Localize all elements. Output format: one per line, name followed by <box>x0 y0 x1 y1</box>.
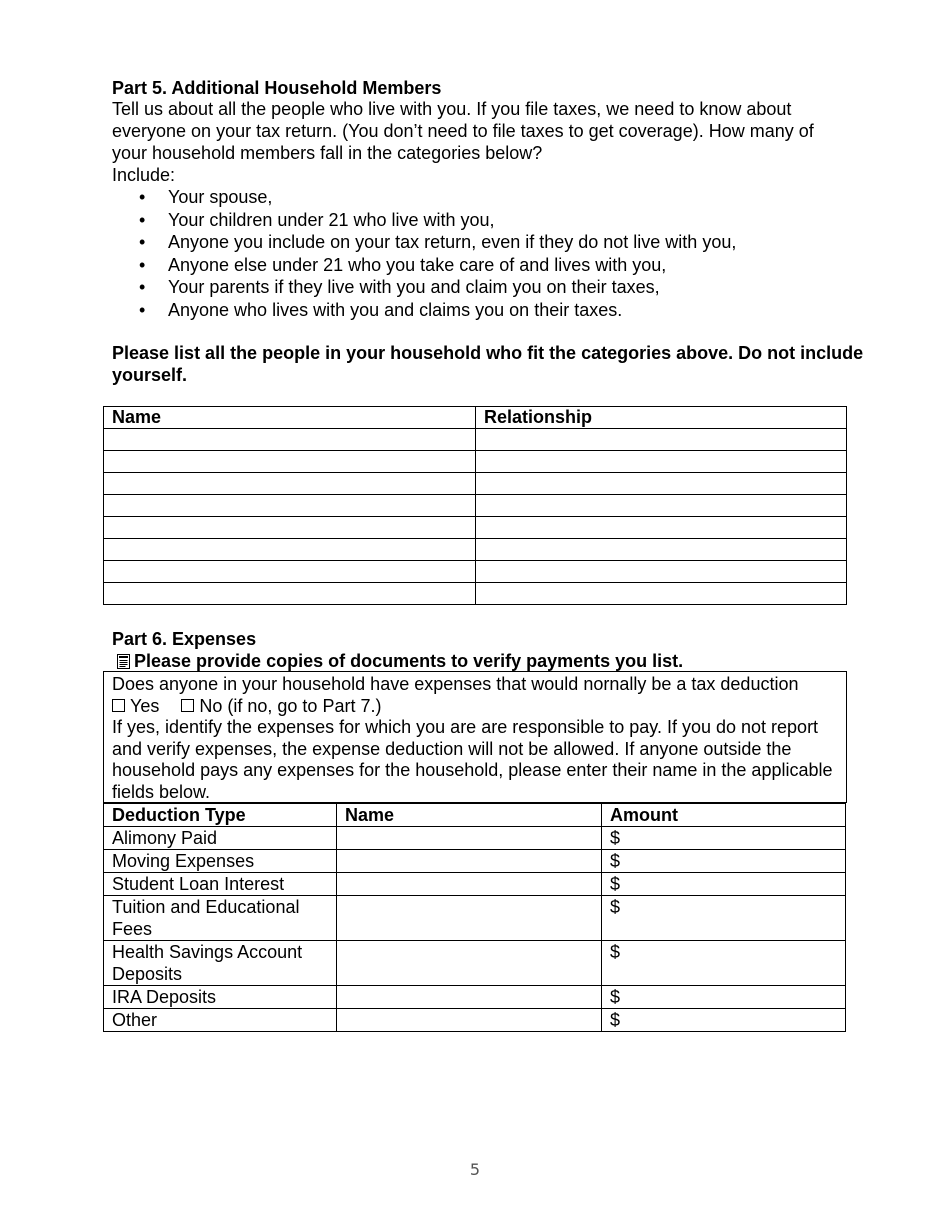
verify-documents-text: Please provide copies of documents to verify payments you list. <box>134 651 684 671</box>
table-row <box>104 429 847 451</box>
expense-instructions: If yes, identify the expenses for which you are are responsible to pay. If you do not report and verify expenses, the expense deduction will not be allowed. If anyone outside the household pays any expenses for the household, please enter their name in the applicable fields below. <box>112 717 833 802</box>
member-relationship-cell[interactable] <box>476 495 847 517</box>
member-name-cell[interactable] <box>104 583 476 605</box>
deduction-amount-cell[interactable]: $ <box>602 896 846 941</box>
table-header-row <box>104 407 847 429</box>
member-name-cell[interactable] <box>104 429 476 451</box>
document-icon <box>117 654 130 669</box>
deduction-type-cell: Student Loan Interest <box>104 873 337 896</box>
member-name-cell[interactable] <box>104 473 476 495</box>
part5-intro: Tell us about all the people who live with you. If you file taxes, we need to know about everyone on your tax return. (You don’t need to file taxes to get coverage). How many of your household members fall in the categories below? <box>112 99 814 163</box>
household-list-instruction: Please list all the people in your household who fit the categories above. Do not include yourself. <box>112 343 864 385</box>
deduction-name-cell[interactable] <box>337 850 602 873</box>
deduction-type-cell: Alimony Paid <box>104 827 337 850</box>
table-row <box>104 986 846 1009</box>
no-option[interactable] <box>181 696 381 716</box>
part5-title: Part 5. Additional Household Members <box>112 78 442 98</box>
deduction-name-cell[interactable] <box>337 1009 602 1032</box>
table-row <box>104 451 847 473</box>
deduction-type-cell: Tuition and Educational Fees <box>104 896 337 941</box>
table-row <box>104 896 846 941</box>
page-number: 5 <box>469 1160 481 1179</box>
table-row <box>104 827 846 850</box>
member-relationship-cell[interactable] <box>476 517 847 539</box>
deduction-amount-cell[interactable]: $ <box>602 850 846 873</box>
list-item: • Anyone else under 21 who you take care of and lives with you, <box>112 254 736 277</box>
deduction-type-cell: Moving Expenses <box>104 850 337 873</box>
table-header-row <box>104 804 846 827</box>
member-name-cell[interactable] <box>104 495 476 517</box>
list-item: • Anyone who lives with you and claims you on their taxes. <box>112 299 736 322</box>
include-label: Include: <box>112 165 176 185</box>
table-row <box>104 941 846 986</box>
deduction-amount-cell[interactable]: $ <box>602 827 846 850</box>
member-name-cell[interactable] <box>104 561 476 583</box>
table-row <box>104 873 846 896</box>
member-relationship-cell[interactable] <box>476 473 847 495</box>
part6-title: Part 6. Expenses <box>112 629 257 649</box>
deduction-amount-cell[interactable]: $ <box>602 1009 846 1032</box>
yes-no-options <box>112 696 838 718</box>
member-relationship-cell[interactable] <box>476 451 847 473</box>
table-row <box>104 473 847 495</box>
relationship-column-header: Relationship <box>476 407 847 429</box>
deduction-type-cell: IRA Deposits <box>104 986 337 1009</box>
member-relationship-cell[interactable] <box>476 561 847 583</box>
deduction-amount-cell[interactable]: $ <box>602 941 846 986</box>
deduction-type-cell: Other <box>104 1009 337 1032</box>
no-label: No (if no, go to Part 7.) <box>199 695 382 716</box>
include-list <box>112 186 736 321</box>
verify-documents-note <box>117 650 683 672</box>
table-row <box>104 561 847 583</box>
deduction-name-cell[interactable] <box>337 941 602 986</box>
yes-label: Yes <box>130 695 160 716</box>
list-item: • Anyone you include on your tax return, even if they do not live with you, <box>112 231 736 254</box>
no-checkbox[interactable] <box>181 699 194 712</box>
list-item: • Your children under 21 who live with you, <box>112 209 736 232</box>
table-row <box>104 1009 846 1032</box>
table-row <box>104 850 846 873</box>
list-item: • Your spouse, <box>112 186 736 209</box>
deduction-amount-cell[interactable]: $ <box>602 873 846 896</box>
table-row <box>104 517 847 539</box>
deduction-name-header: Name <box>337 804 602 827</box>
deduction-name-cell[interactable] <box>337 896 602 941</box>
member-name-cell[interactable] <box>104 539 476 561</box>
deduction-name-cell[interactable] <box>337 986 602 1009</box>
member-name-cell[interactable] <box>104 451 476 473</box>
yes-option[interactable] <box>112 696 159 716</box>
expense-question-box <box>103 671 847 803</box>
member-relationship-cell[interactable] <box>476 539 847 561</box>
member-relationship-cell[interactable] <box>476 583 847 605</box>
deduction-name-cell[interactable] <box>337 827 602 850</box>
household-members-table <box>103 406 847 605</box>
list-item: • Your parents if they live with you and claim you on their taxes, <box>112 276 736 299</box>
deduction-amount-header: Amount <box>602 804 846 827</box>
table-row <box>104 495 847 517</box>
member-relationship-cell[interactable] <box>476 429 847 451</box>
deduction-name-cell[interactable] <box>337 873 602 896</box>
deduction-type-cell: Health Savings Account Deposits <box>104 941 337 986</box>
table-row <box>104 583 847 605</box>
name-column-header: Name <box>104 407 476 429</box>
deduction-amount-cell[interactable]: $ <box>602 986 846 1009</box>
deductions-table <box>103 803 846 1032</box>
deduction-type-header: Deduction Type <box>104 804 337 827</box>
member-name-cell[interactable] <box>104 517 476 539</box>
expense-question: Does anyone in your household have expenses that would nornally be a tax deduction <box>112 674 799 694</box>
table-row <box>104 539 847 561</box>
yes-checkbox[interactable] <box>112 699 125 712</box>
